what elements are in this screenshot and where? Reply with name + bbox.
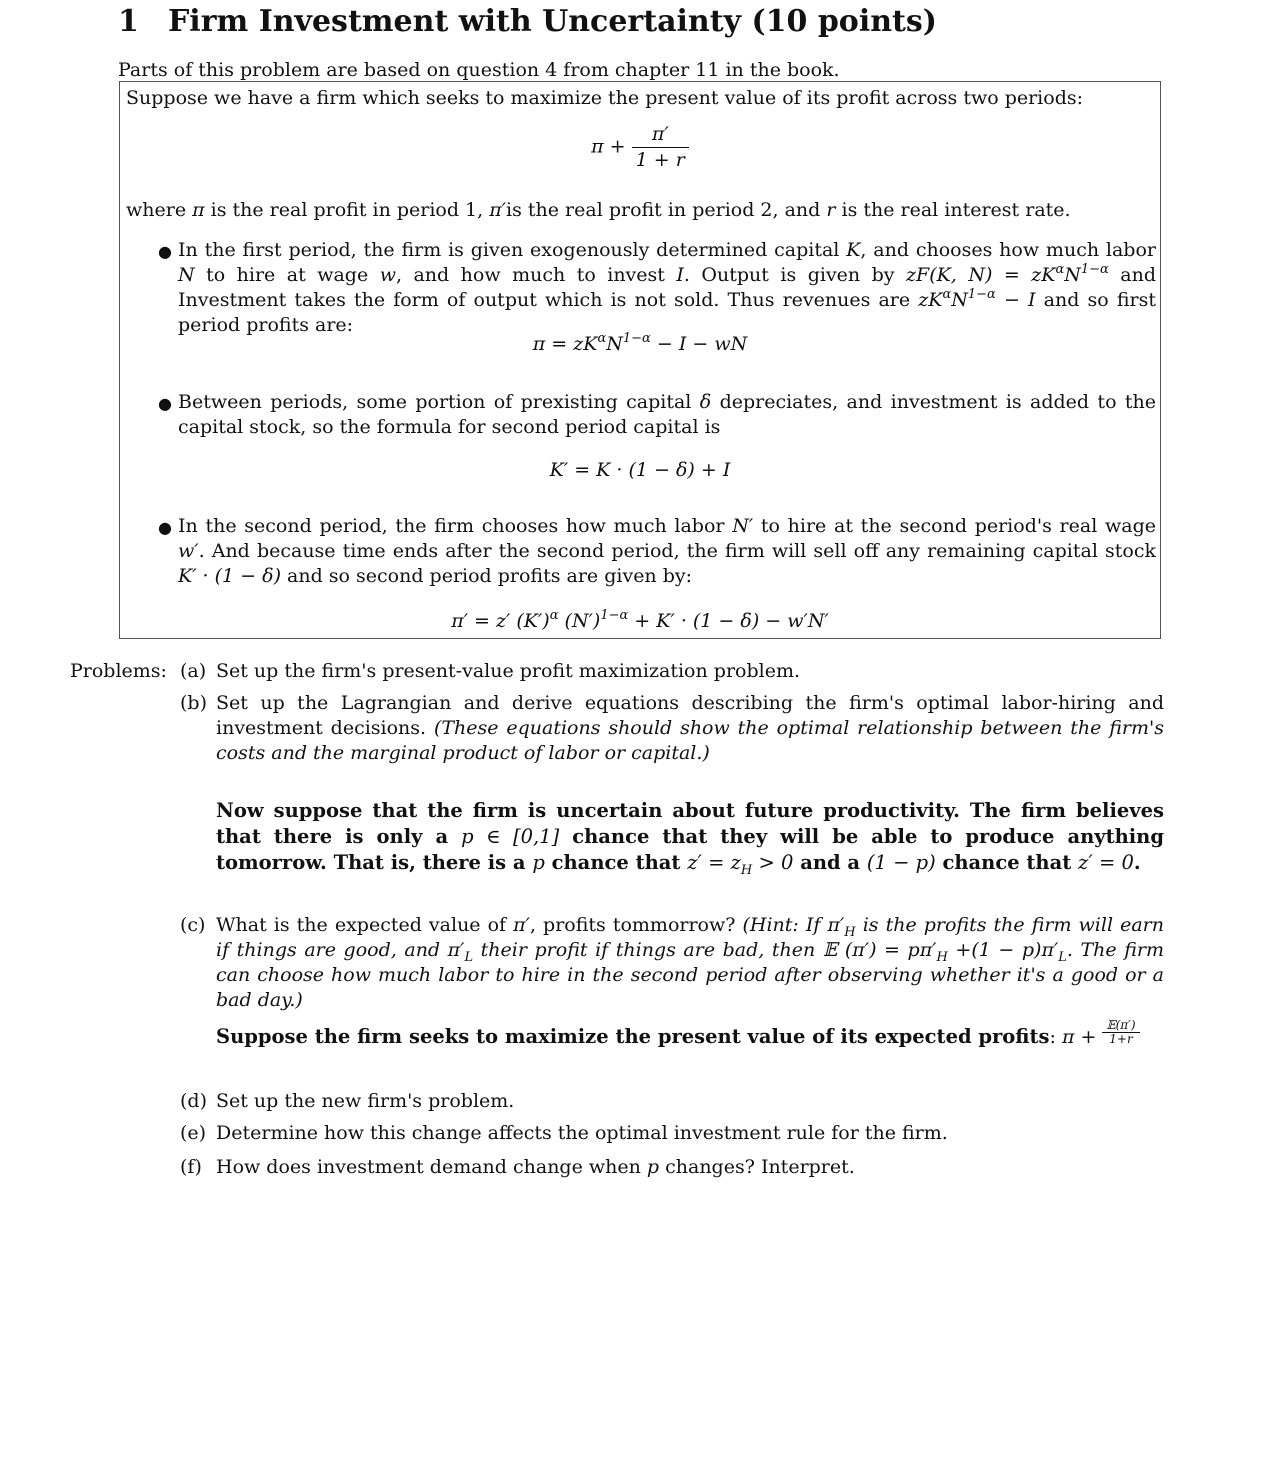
bullet-dot: ● <box>158 394 172 413</box>
box-opening: Suppose we have a firm which seeks to maximize the present value of its profit across two periods: <box>126 87 1084 109</box>
problems-label: Problems: <box>70 660 167 682</box>
expected-fraction: $\frac{\text{𝔼(π′)}}{1+r}$ <box>1102 1019 1139 1046</box>
objective-numerator: π′ <box>651 123 669 145</box>
capital-equation: K′ = K · (1 − δ) + I <box>549 459 731 481</box>
bullet-first-period: In the first period, the firm is given exogenously determined capital K, and chooses how much labor N to hire at wage w, and how much to invest I. Output is given by zF(K, $N) = zK^\alpha N^{1-\alpha}$ and Investment takes the form of output which is not sold. Thus revenues are $zK^\alpha N^{1-\alpha} - I$ and so first period profits are: <box>178 239 1156 336</box>
intro-text: Parts of this problem are based on question 4 from chapter 11 in the book. <box>118 59 840 81</box>
bullet-dot: ● <box>158 518 172 537</box>
objective-lhs: π + <box>591 135 626 158</box>
objective-equation <box>120 122 1160 173</box>
objective-denominator: 1 + r <box>632 147 689 173</box>
section-title <box>118 4 937 40</box>
expected-profit-statement: Suppose the firm seeks to maximize the present value of its expected profits: π + $\frac{\text{𝔼(π′)}}{1+r}$ <box>216 1014 1176 1042</box>
where-sentence: where π is the real profit in period 1, π′is the real profit in period 2, and r is the real interest rate. <box>126 199 1071 221</box>
section-title-text: Firm Investment with Uncertainty (10 points) <box>168 4 937 39</box>
second-period-profit-equation: π′ = z′ $(K')^\alpha$ $(N')^{1-\alpha} + K' \cdot (1 - \delta) - w'N'$ <box>451 607 829 632</box>
bullet-between-periods: Between periods, some portion of prexisting capital δ depreciates, and investment is added to the capital stock, so the formula for second period capital is <box>178 391 1156 438</box>
uncertainty-statement: Now suppose that the firm is uncertain about future productivity. The firm believes that there is only a p ∈ [0,1] chance that they will be able to produce anything tomorrow. That is, there is a p chance that $z' = z_H > 0$ and a (1 − p) chance that z′ = 0. <box>216 799 1164 878</box>
bullet-second-period: In the second period, the firm chooses how much labor N′ to hire at the second period's real wage w′. And because time ends after the second period, the firm will sell off any remaining capital stock K′ · (1 − δ) and so second period profits are given by: <box>178 515 1156 587</box>
objective-fraction <box>632 122 689 173</box>
first-period-profit-equation: $\pi = zK^\alpha N^{1-\alpha} - I$ − wN <box>532 330 748 355</box>
section-number: 1 <box>118 4 139 39</box>
bullet-dot: ● <box>158 242 172 261</box>
problem-setup-box <box>119 81 1161 639</box>
